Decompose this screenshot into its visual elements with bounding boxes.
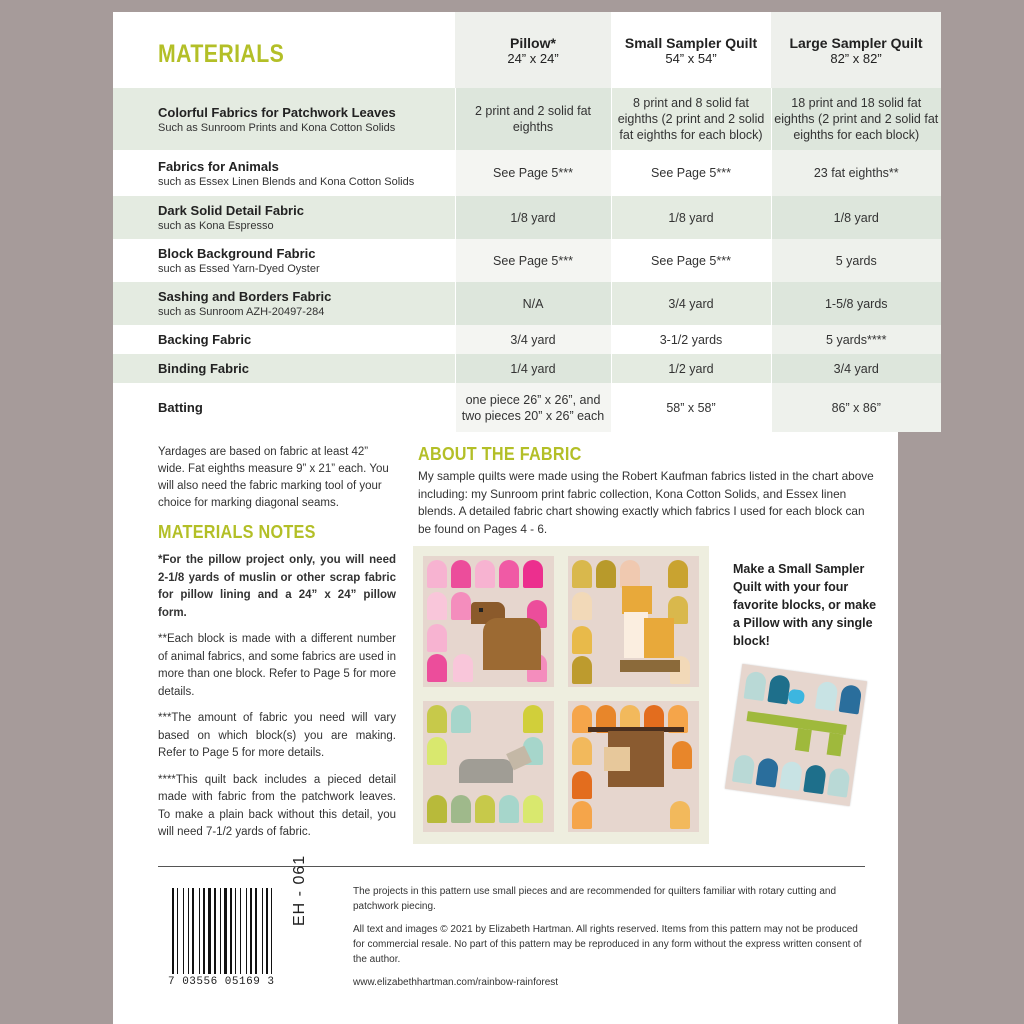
note-item: ****This quilt back includes a pieced detail made with fabric from the patchwork leaves. To make a plain back without this detail, you will need 7-1/2 yards of fabric. xyxy=(158,773,396,838)
column-large-sampler: Large Sampler Quilt 82” x 82” xyxy=(771,12,941,88)
table-row: Batting one piece 26” x 26”, and two pieces 20” x 26” each 58” x 58” 86” x 86” xyxy=(113,383,941,432)
lynx-block xyxy=(568,556,699,687)
footer-divider xyxy=(158,866,865,867)
table-row: Colorful Fabrics for Patchwork Leaves Such as Sunroom Prints and Kona Cotton Solids 2 print and 2 solid fat eighths 8 print and 8 solid fat eighths (2 print and 2 solid fat eighths for each block) 18 print and 18 solid fat eighths (2 print and 2 solid fat eighths for each block) xyxy=(113,88,941,150)
sloth-block xyxy=(568,701,699,832)
materials-notes-title: MATERIALS NOTES xyxy=(158,522,316,542)
barcode-image xyxy=(170,888,295,976)
about-fabric-text: My sample quilts were made using the Robert Kaufman fabrics listed in the chart above including: my Sunroom print fabric collection, Kona Cotton Solids, and Essex linen blends. A detailed fabric chart showing exactly which fabrics I used for each block can be found on Pages 4 - 6. xyxy=(418,469,874,536)
column-pillow: Pillow* 24” x 24” xyxy=(455,12,611,88)
footer-legal xyxy=(353,884,863,998)
table-row: Backing Fabric 3/4 yard 3-1/2 yards 5 yards**** xyxy=(113,325,941,354)
column-small-sampler: Small Sampler Quilt 54” x 54” xyxy=(611,12,771,88)
table-row: Sashing and Borders Fabric such as Sunroom AZH-20497-284 N/A 3/4 yard 1-5/8 yards xyxy=(113,282,941,325)
note-item: ***The amount of fabric you need will vary based on which block(s) you are making. Refer to Page 5 for more details. xyxy=(158,712,396,759)
armadillo-block xyxy=(423,701,554,832)
yardage-note: Yardages are based on fabric at least 42” wide. Fat eighths measure 9” x 21” each. You will also need the fabric marking tool of your choice for marking diagonal seams. xyxy=(158,446,389,509)
capybara-block xyxy=(423,556,554,687)
table-row: Fabrics for Animals such as Essex Linen Blends and Kona Cotton Solids See Page 5*** See Page 5*** 23 fat eighths** xyxy=(113,150,941,196)
materials-notes xyxy=(158,552,396,851)
sku-label: EH - 061 xyxy=(291,854,308,926)
website-url: www.elizabethhartman.com/rainbow-rainforest xyxy=(353,977,559,988)
pattern-page xyxy=(113,12,939,1024)
table-row: Binding Fabric 1/4 yard 1/2 yard 3/4 yard xyxy=(113,354,941,383)
barcode-number: 7 03556 05169 3 xyxy=(168,976,275,988)
table-row: Dark Solid Detail Fabric such as Kona Espresso 1/8 yard 1/8 yard 1/8 yard xyxy=(113,196,941,239)
sampler-callout: Make a Small Sampler Quilt with your four favorite blocks, or make a Pillow with any single block! xyxy=(733,562,877,648)
materials-title: MATERIALS xyxy=(158,40,285,68)
note-item: *For the pillow project only, you will need 2-1/8 yards of muslin or other scrap fabric for pillow lining and a 24” x 24” pillow form. xyxy=(158,554,396,619)
pillow-image xyxy=(725,664,867,806)
sample-quilt-image xyxy=(413,546,709,844)
legal-copyright: All text and images © 2021 by Elizabeth Hartman. All rights reserved. Items from this pattern may not be produced for commercial resale. No part of this pattern may be reproduced in any form without the express written consent of the author. xyxy=(353,924,862,965)
legal-skill-note: The projects in this pattern use small pieces and are recommended for quilters familiar with rotary cutting and patchwork piecing. xyxy=(353,886,837,912)
materials-table xyxy=(113,12,941,432)
about-fabric-title: ABOUT THE FABRIC xyxy=(418,444,582,464)
table-row: Block Background Fabric such as Essed Yarn-Dyed Oyster See Page 5*** See Page 5*** 5 yards xyxy=(113,239,941,282)
note-item: **Each block is made with a different number of animal fabrics, and some fabrics are used in more than one block. Refer to Page 5 for more details. xyxy=(158,633,396,698)
